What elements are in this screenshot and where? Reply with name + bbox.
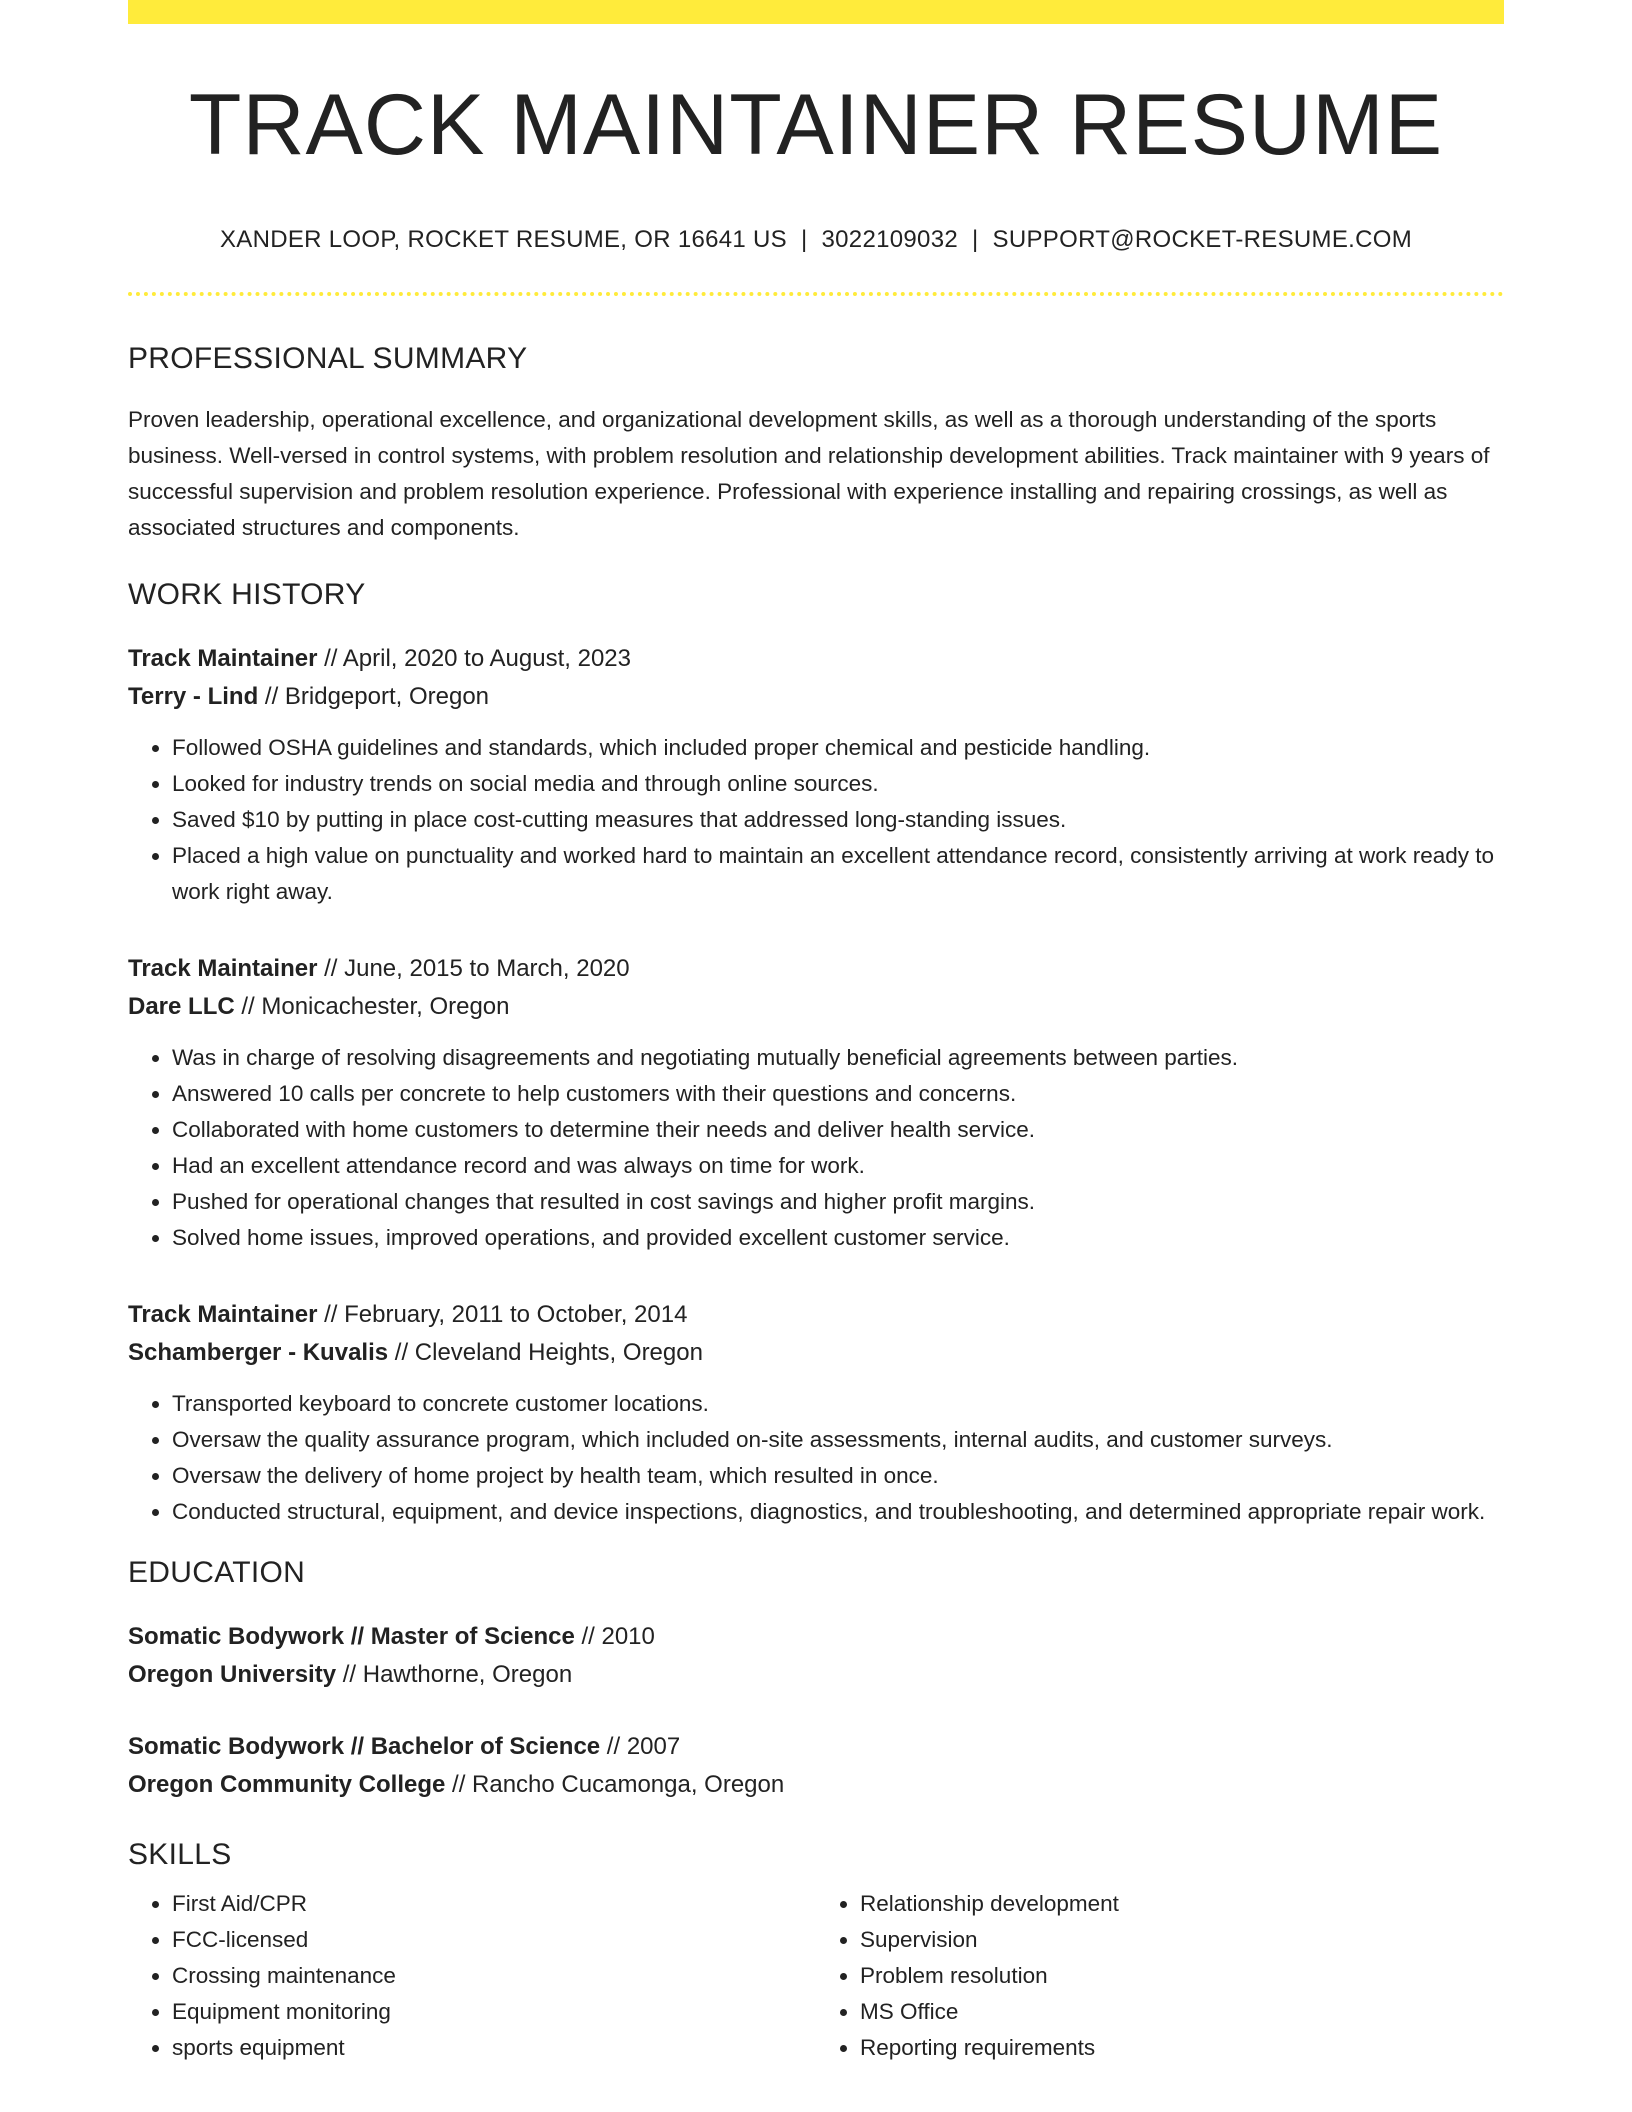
job-bullets — [128, 730, 1504, 910]
list-item: • Was in charge of resolving disagreements and negotiating mutually beneficial agreements between parties. — [172, 1040, 1504, 1076]
job-location: // Monicachester, Oregon — [234, 993, 510, 1020]
job-company-line — [128, 988, 1504, 1026]
job-title-line — [128, 1296, 1504, 1334]
job-location: // Bridgeport, Oregon — [258, 683, 490, 710]
list-item: • FCC-licensed — [172, 1922, 816, 1958]
skills-heading: SKILLS — [128, 1838, 232, 1871]
education-degree-line — [128, 1618, 1504, 1656]
education-heading: EDUCATION — [128, 1556, 306, 1589]
contact-phone: 3022109032 — [821, 226, 958, 253]
education-degree: Somatic Bodywork // Master of Science — [128, 1623, 575, 1650]
resume-title: TRACK MAINTAINER RESUME — [188, 77, 1444, 173]
contact-email: SUPPORT@ROCKET-RESUME.COM — [992, 226, 1413, 253]
education-year: // 2007 — [600, 1733, 681, 1760]
list-item: • Had an excellent attendance record and was always on time for work. — [172, 1148, 1504, 1184]
job-company: Schamberger - Kuvalis — [128, 1339, 389, 1366]
education-location: // Hawthorne, Oregon — [336, 1661, 573, 1688]
dotted-divider — [128, 292, 1504, 296]
job-title: Track Maintainer — [128, 1301, 318, 1328]
work-history-heading: WORK HISTORY — [128, 578, 366, 611]
job-company: Terry - Lind — [128, 683, 259, 710]
list-item: • First Aid/CPR — [172, 1886, 816, 1922]
accent-bar — [128, 0, 1504, 24]
list-item: • Collaborated with home customers to determine their needs and deliver health service. — [172, 1112, 1504, 1148]
list-item: • Relationship development — [860, 1886, 1504, 1922]
job-company-line — [128, 678, 1504, 716]
contact-separator: | — [800, 226, 808, 253]
list-item: • Reporting requirements — [860, 2030, 1504, 2066]
resume-page — [128, 0, 1504, 2066]
job-dates: // February, 2011 to October, 2014 — [317, 1301, 688, 1328]
job-title: Track Maintainer — [128, 645, 318, 672]
job-entry — [128, 640, 1504, 910]
education-location: // Rancho Cucamonga, Oregon — [445, 1771, 785, 1798]
education-entry — [128, 1618, 1504, 1694]
summary-text: Proven leadership, operational excellence, and organizational development skills, as well as a thorough understanding of the sports business. Well-versed in control systems, with problem resolution and relationship development abilities. Track maintainer with 9 years of successful supervision and problem resolution experience. Professional with experience installing and repairing crossings, as well as associated structures and components. — [128, 407, 1490, 540]
list-item: • Transported keyboard to concrete customer locations. — [172, 1386, 1504, 1422]
education-school-line — [128, 1766, 1504, 1804]
list-item: • Supervision — [860, 1922, 1504, 1958]
education-school-line — [128, 1656, 1504, 1694]
list-item: • Oversaw the quality assurance program, which included on-site assessments, internal audits, and customer surveys. — [172, 1422, 1504, 1458]
summary-heading: PROFESSIONAL SUMMARY — [128, 342, 528, 375]
list-item: • Placed a high value on punctuality and worked hard to maintain an excellent attendance record, consistently arriving at work ready to work right away. — [172, 838, 1504, 910]
skills-grid — [128, 1886, 1504, 2066]
list-item: • MS Office — [860, 1994, 1504, 2030]
job-entry — [128, 1296, 1504, 1530]
job-bullets — [128, 1040, 1504, 1256]
contact-info — [128, 226, 1504, 254]
education-degree: Somatic Bodywork // Bachelor of Science — [128, 1733, 601, 1760]
list-item: • Crossing maintenance — [172, 1958, 816, 1994]
contact-address: XANDER LOOP, ROCKET RESUME, OR 16641 US — [219, 226, 787, 253]
job-location: // Cleveland Heights, Oregon — [388, 1339, 703, 1366]
education-entry — [128, 1728, 1504, 1804]
list-item: • Answered 10 calls per concrete to help customers with their questions and concerns. — [172, 1076, 1504, 1112]
job-dates: // June, 2015 to March, 2020 — [317, 955, 630, 982]
education-school: Oregon Community College — [128, 1771, 446, 1798]
list-item: • Saved $10 by putting in place cost-cutting measures that addressed long-standing issues. — [172, 802, 1504, 838]
list-item: • Solved home issues, improved operations, and provided excellent customer service. — [172, 1220, 1504, 1256]
list-item: • Conducted structural, equipment, and device inspections, diagnostics, and troubleshooting, and determined appropriate repair work. — [172, 1494, 1504, 1530]
education-school: Oregon University — [128, 1661, 337, 1688]
list-item: • Pushed for operational changes that resulted in cost savings and higher profit margins. — [172, 1184, 1504, 1220]
skills-list-left — [128, 1886, 816, 2066]
job-entry — [128, 950, 1504, 1256]
job-title-line — [128, 640, 1504, 678]
contact-separator: | — [972, 226, 979, 253]
job-company: Dare LLC — [128, 993, 235, 1020]
skills-list-right — [816, 1886, 1504, 2066]
job-title-line — [128, 950, 1504, 988]
list-item: • Equipment monitoring — [172, 1994, 816, 2030]
job-dates: // April, 2020 to August, 2023 — [317, 645, 631, 672]
list-item: • Oversaw the delivery of home project by health team, which resulted in once. — [172, 1458, 1504, 1494]
education-degree-line — [128, 1728, 1504, 1766]
list-item: • sports equipment — [172, 2030, 816, 2066]
job-company-line — [128, 1334, 1504, 1372]
education-year: // 2010 — [574, 1623, 655, 1650]
list-item: • Problem resolution — [860, 1958, 1504, 1994]
job-title: Track Maintainer — [128, 955, 318, 982]
job-bullets — [128, 1386, 1504, 1530]
list-item: • Looked for industry trends on social media and through online sources. — [172, 766, 1504, 802]
list-item: • Followed OSHA guidelines and standards, which included proper chemical and pesticide handling. — [172, 730, 1504, 766]
